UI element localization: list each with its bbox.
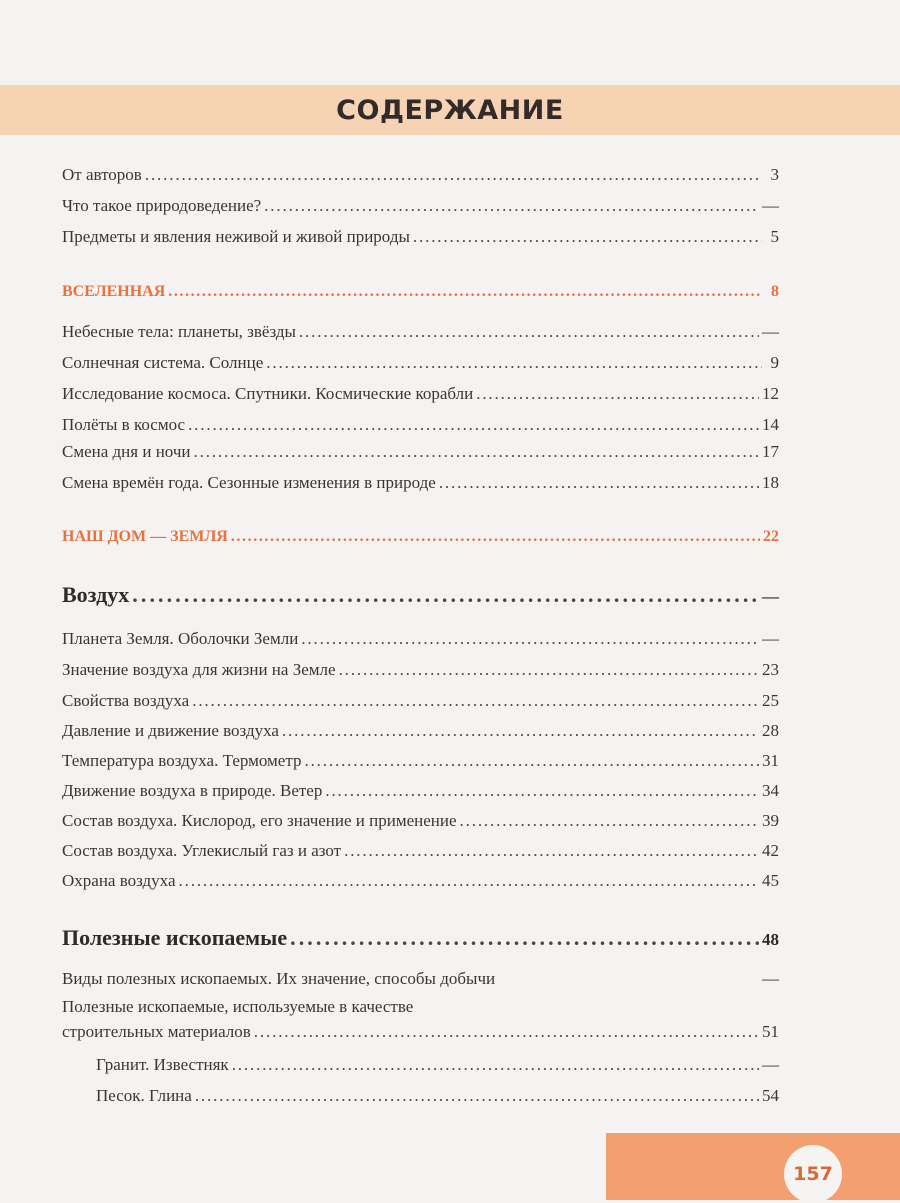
toc-entry-label: Свойства воздуха <box>62 691 190 710</box>
toc-entry-label: Температура воздуха. Термометр <box>62 751 302 770</box>
toc-entry[interactable] <box>62 384 779 404</box>
dot-leader <box>231 528 760 546</box>
toc-entry[interactable] <box>62 629 779 649</box>
toc-entry-page: 28 <box>762 721 779 740</box>
toc-chapter-page: 48 <box>762 930 779 949</box>
toc-entry-page: 3 <box>770 165 779 184</box>
toc-entry[interactable] <box>62 660 779 680</box>
toc-entry-page: 17 <box>762 442 779 461</box>
toc-entry[interactable] <box>62 353 779 373</box>
dot-leader <box>192 691 759 711</box>
toc-entry-page: 42 <box>762 841 779 860</box>
toc-entry[interactable] <box>62 165 779 185</box>
toc-section-earth[interactable] <box>62 528 779 546</box>
toc-section-label: ВСЕЛЕННАЯ <box>62 283 166 300</box>
dot-leader <box>194 442 759 462</box>
toc-entry-label: Небесные тела: планеты, звёзды <box>62 322 296 341</box>
dot-leader <box>413 227 762 247</box>
toc-entry[interactable] <box>62 781 779 801</box>
toc-entry-page: 18 <box>762 473 779 492</box>
toc-entry[interactable] <box>62 415 779 435</box>
dot-leader <box>168 283 762 301</box>
toc-entry[interactable] <box>62 751 779 771</box>
dot-leader <box>195 1086 759 1106</box>
toc-entry[interactable] <box>62 322 779 342</box>
toc-entry-label: Смена времён года. Сезонные изменения в природе <box>62 473 436 492</box>
toc-entry[interactable] <box>62 721 779 741</box>
toc-entry-page: — <box>762 629 779 648</box>
dot-leader <box>179 871 759 891</box>
dot-leader <box>304 751 759 771</box>
toc-entry[interactable] <box>62 473 779 493</box>
toc-chapter-label: Воздух <box>62 582 130 607</box>
page-number: 157 <box>784 1145 842 1203</box>
toc-entry-line1[interactable] <box>62 997 779 1017</box>
toc-entry[interactable] <box>62 811 779 831</box>
toc-entry-page: — <box>762 969 779 988</box>
toc-chapter-air[interactable] <box>62 582 779 608</box>
toc-entry-page: 34 <box>762 781 779 800</box>
toc-entry-label: Полёты в космос <box>62 415 186 434</box>
toc-entry-label: Солнечная система. Солнце <box>62 353 264 372</box>
dot-leader <box>301 629 759 649</box>
toc-entry-label: Планета Земля. Оболочки Земли <box>62 629 299 648</box>
toc-entry-label: Значение воздуха для жизни на Земле <box>62 660 336 679</box>
toc-chapter-label: Полезные ископаемые <box>62 925 288 950</box>
dot-leader <box>339 660 759 680</box>
toc-entry[interactable] <box>62 969 779 989</box>
dot-leader <box>325 781 759 801</box>
toc-entry-label: Что такое природоведение? <box>62 196 262 215</box>
toc-section-page: 8 <box>771 283 779 300</box>
dot-leader <box>476 384 759 404</box>
dot-leader <box>132 582 759 608</box>
toc-entry[interactable] <box>62 196 779 216</box>
toc-entry-label: Предметы и явления неживой и живой природы <box>62 227 410 246</box>
toc-entry[interactable] <box>62 691 779 711</box>
dot-leader <box>145 165 762 185</box>
toc-subentry[interactable] <box>62 1086 779 1106</box>
toc-entry-page: 9 <box>770 353 779 372</box>
toc-entry-page: 39 <box>762 811 779 830</box>
toc-entry-page: 45 <box>762 871 779 890</box>
footer-band <box>606 1133 900 1200</box>
dot-leader <box>439 473 759 493</box>
dot-leader <box>232 1055 759 1075</box>
toc-entry-page: — <box>762 322 779 341</box>
page-title: СОДЕРЖАНИЕ <box>336 95 564 126</box>
toc-entry-page: 51 <box>762 1022 779 1041</box>
dot-leader <box>290 925 759 951</box>
toc-entry-label: Давление и движение воздуха <box>62 721 279 740</box>
toc-entry-page: 5 <box>770 227 779 246</box>
toc-section-page: 22 <box>763 528 779 545</box>
toc-entry-label: От авторов <box>62 165 142 184</box>
dot-leader <box>254 1022 759 1042</box>
toc-entry-page: — <box>762 1055 779 1074</box>
toc-entry-page: 25 <box>762 691 779 710</box>
toc-entry[interactable] <box>62 227 779 247</box>
toc-entry-label: Гранит. Известняк <box>96 1055 229 1074</box>
toc-entry-page: — <box>762 196 779 215</box>
dot-leader <box>299 322 759 342</box>
toc-entry[interactable] <box>62 1022 779 1042</box>
toc-entry-page: 12 <box>762 384 779 403</box>
toc-chapter-page: — <box>762 587 779 606</box>
toc-entry-label: Движение воздуха в природе. Ветер <box>62 781 323 800</box>
toc-entry-label: Состав воздуха. Кислород, его значение и применение <box>62 811 457 830</box>
toc-entry[interactable] <box>62 871 779 891</box>
toc-entry-label: Виды полезных ископаемых. Их значение, способы добычи <box>62 969 496 988</box>
toc-entry-label: Охрана воздуха <box>62 871 176 890</box>
toc-entry-page: 54 <box>762 1086 779 1105</box>
toc-entry[interactable] <box>62 841 779 861</box>
toc-entry-page: 23 <box>762 660 779 679</box>
toc-entry-page: 14 <box>762 415 779 434</box>
toc-entry-label: Исследование космоса. Спутники. Космические корабли <box>62 384 474 403</box>
toc-section-label: НАШ ДОМ — ЗЕМЛЯ <box>62 528 228 545</box>
toc-entry[interactable] <box>62 442 779 462</box>
toc-chapter-minerals[interactable] <box>62 925 779 951</box>
toc-entry-label: Смена дня и ночи <box>62 442 191 461</box>
toc-section-universe[interactable] <box>62 283 779 301</box>
dot-leader <box>460 811 759 831</box>
dot-leader <box>264 196 759 216</box>
toc-entry-label: Состав воздуха. Углекислый газ и азот <box>62 841 342 860</box>
toc-entry-page: 31 <box>762 751 779 770</box>
dot-leader <box>188 415 759 435</box>
dot-leader <box>266 353 762 373</box>
toc-entry-label-line1: Полезные ископаемые, используемые в качестве <box>62 997 414 1016</box>
toc-entry-label: Песок. Глина <box>96 1086 192 1105</box>
toc-subentry[interactable] <box>62 1055 779 1075</box>
dot-leader <box>282 721 759 741</box>
dot-leader <box>344 841 759 861</box>
toc-entry-label: строительных материалов <box>62 1022 251 1041</box>
